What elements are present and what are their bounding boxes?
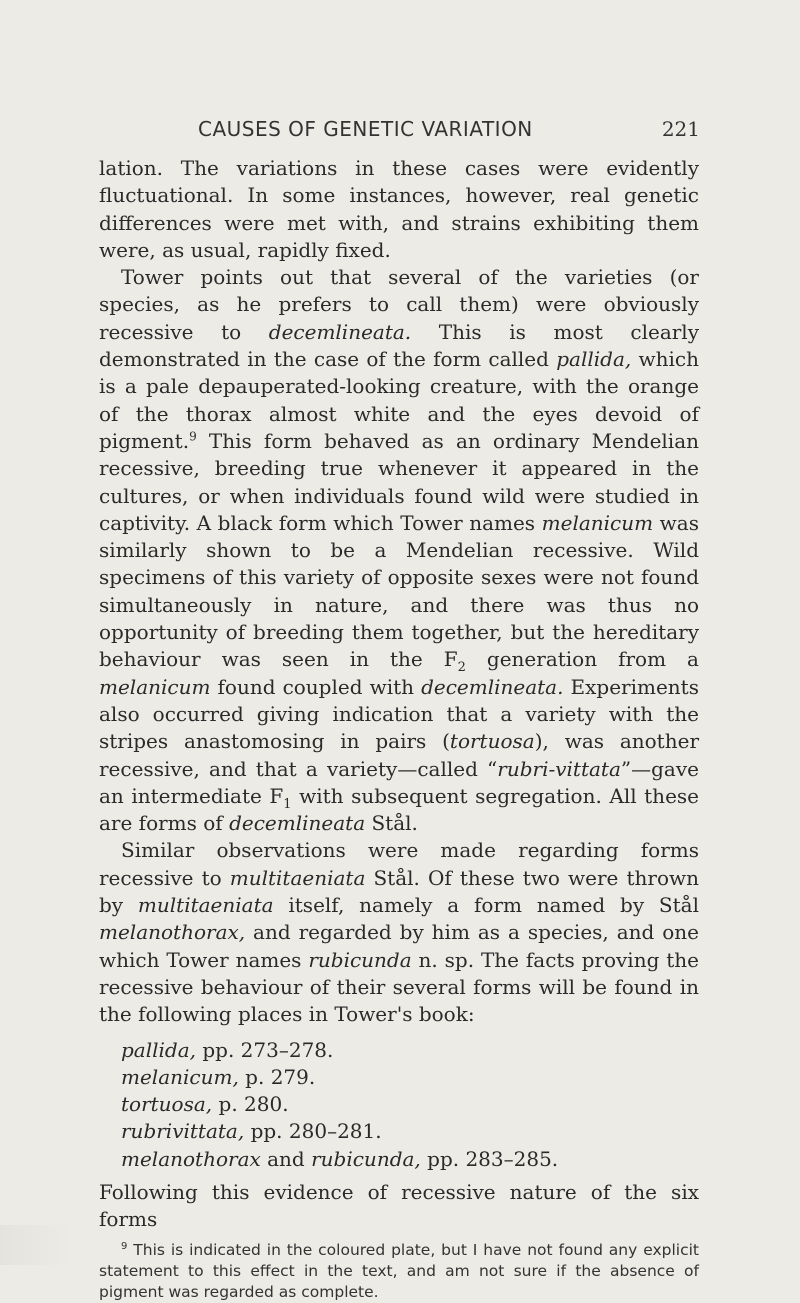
- reference-item: pallida, pp. 273–278.: [121, 1037, 334, 1062]
- footnote-mark: 9: [121, 1240, 128, 1252]
- reference-item: rubrivittata, pp. 280–281.: [121, 1119, 382, 1144]
- paragraph-tower-recessive: Tower points out that several of the varieties (or species, as he prefers to call them) were obviously recessive to decemlineata. This is most clearly demonstrated in the case of the form called pallida, which is a pale depauperated-looking creature, with the orange of the thorax almost white and the eyes devoid of pigment.$^9$ This form behaved as an ordinary Mendelian recessive, breeding true whenever it appeared in the cultures, or when individuals found wild were studied in captivity. A black form which Tower names melanicum was similarly shown to be a Mendelian recessive. Wild specimens of this variety of opposite sexes were not found simultaneously in nature, and there was thus no opportunity of breeding them together, but the hereditary behaviour was seen in the $F_2$ generation from a melanicum found coupled with decemlineata. Experiments also occurred giving indication that a variety with the stripes anastomosing in pairs (tortuosa), was another recessive, and that a variety—called “rubri-vittata”—gave an intermediate $F_1$ with subsequent segregation. All these are forms of decemlineata Stål.: [99, 265, 699, 836]
- footnote: [99, 1236, 699, 1303]
- paragraph-continuation: lation. The variations in these cases were evidently fluctuational. In some instances, however, real genetic differences were met with, and strains exhibiting them were, as usual, rapidly fixed.: [99, 156, 699, 262]
- body-text: [99, 155, 699, 1303]
- reference-list: [121, 1037, 699, 1173]
- paragraph-multitaeniata: Similar observations were made regarding forms recessive to multitaeniata Stål. Of these two were thrown by multitaeniata itself, namely a form named by Stål melanothorax, and regarded by him as a species, and one which Tower names rubicunda n. sp. The facts proving the recessive behaviour of their several forms will be found in the following places in Tower's book:: [99, 838, 700, 1027]
- page-edge-shadow: [0, 1225, 70, 1265]
- reference-item: tortuosa, p. 280.: [121, 1092, 289, 1117]
- footnote-reference: 9: [189, 429, 197, 444]
- reference-item: melanothorax and rubicunda, pp. 283–285.: [121, 1146, 559, 1171]
- footnote-text: This is indicated in the coloured plate, but I have not found any explicit statement to this effect in the text, and am not sure if the absence of pigment was regarded as complete.: [99, 1240, 699, 1301]
- paragraph-following: Following this evidence of recessive nature of the six forms: [99, 1179, 699, 1232]
- page-number: 221: [661, 117, 700, 141]
- running-head: CAUSES OF GENETIC VARIATION: [198, 117, 533, 141]
- page-header: [100, 117, 700, 147]
- reference-item: melanicum, p. 279.: [121, 1064, 316, 1089]
